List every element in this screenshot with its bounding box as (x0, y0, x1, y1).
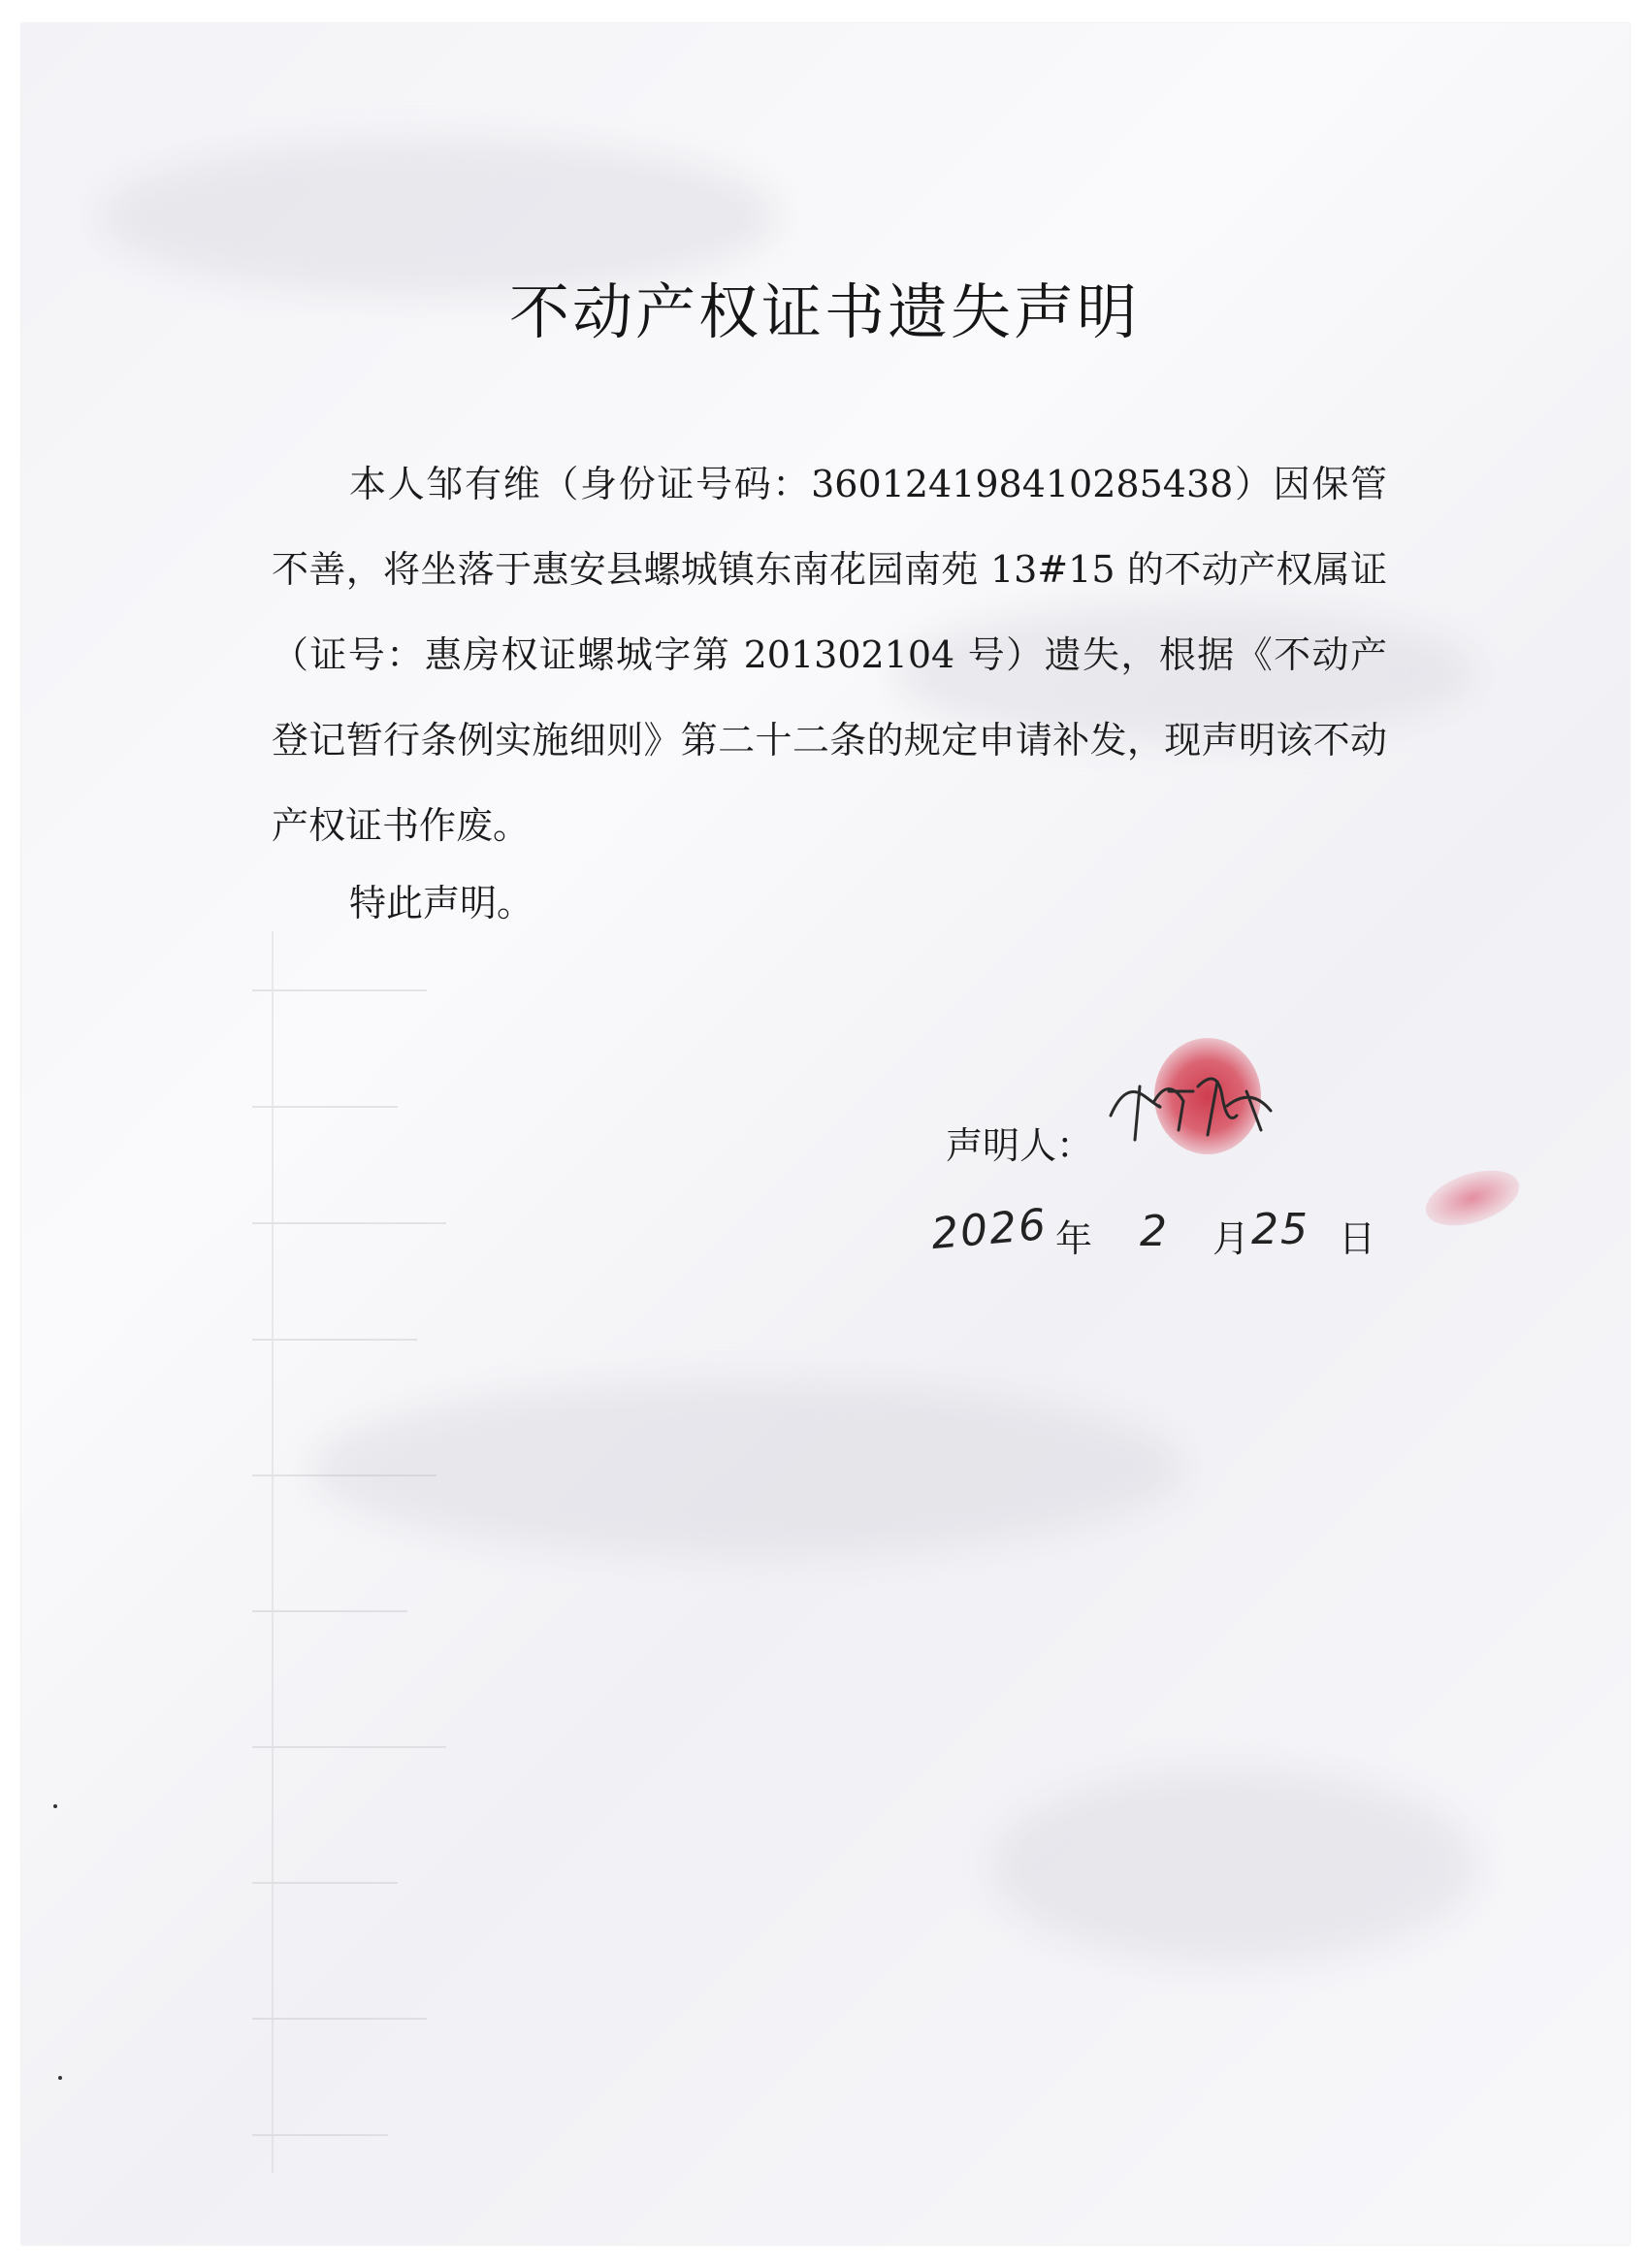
date-day: 25 (1251, 1205, 1310, 1254)
declarant-label: 声明人： (946, 1124, 1094, 1167)
date-year-unit: 年 (1055, 1217, 1093, 1260)
declaration-body: 本人邹有维（身份证号码：360124198410285438）因保管不善，将坐落于惠安县螺城镇东南花园南苑 13#15 的不动产权属证（证号：惠房权证螺城字第 201302104 号）遗失，根据《不动产登记暂行条例实施细则》第二十二条的规定申请补发，现声明该不动产权证书作废。 (272, 463, 1387, 847)
dust-speck (58, 2076, 62, 2080)
date-year: 2026 (929, 1199, 1050, 1260)
dust-speck (53, 1804, 57, 1808)
paper-wrinkle (991, 1769, 1476, 1963)
date-day-unit: 日 (1339, 1217, 1376, 1260)
declaration-date (931, 1195, 1387, 1273)
date-month-unit: 月 (1212, 1217, 1250, 1260)
handwritten-signature (1101, 1048, 1295, 1154)
closing-statement: 特此声明。 (349, 882, 534, 924)
bleed-through-marks (252, 931, 504, 2192)
date-month: 2 (1140, 1207, 1169, 1256)
document-title: 不动产权证书遗失声明 (508, 276, 1140, 347)
